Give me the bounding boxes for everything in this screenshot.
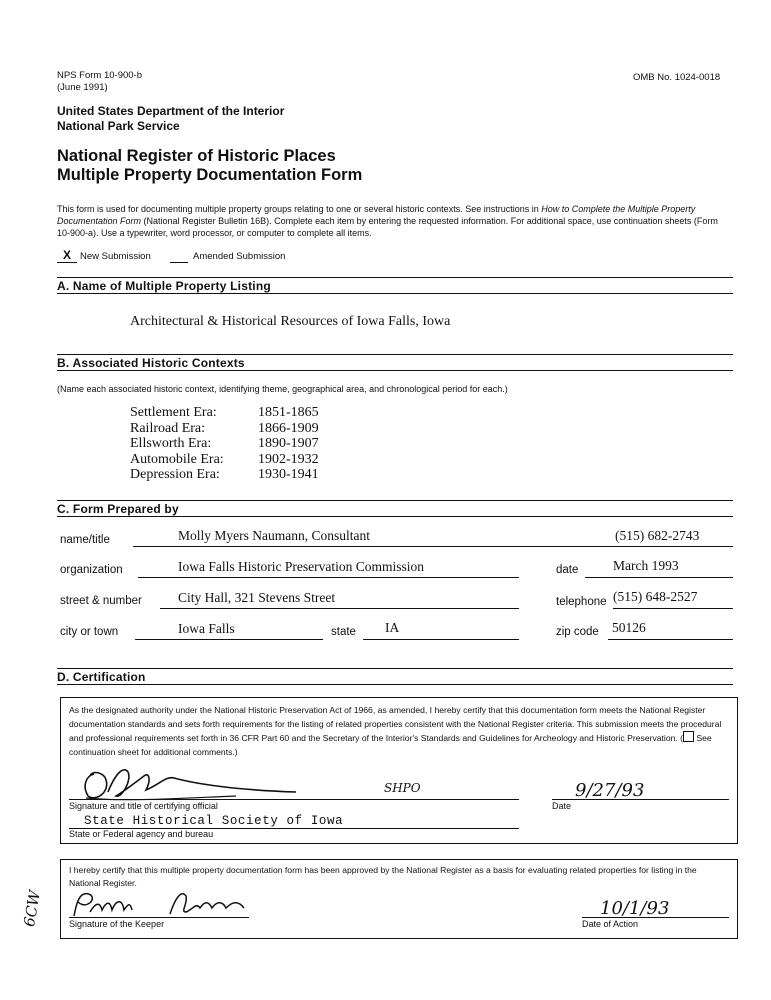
city-town-field[interactable]: Iowa Falls: [178, 621, 235, 636]
city-town-label: city or town: [60, 626, 119, 638]
new-submission-label: New Submission: [80, 251, 151, 262]
organization-underline: [138, 577, 519, 578]
context-period: 1890-1907: [258, 436, 319, 451]
street-number-underline: [160, 608, 519, 609]
context-row: [130, 405, 319, 421]
context-period: 1930-1941: [258, 467, 319, 482]
context-row: [130, 436, 319, 452]
state-label: state: [331, 626, 356, 638]
service: National Park Service: [57, 119, 180, 133]
keeper-signature-underline: [69, 917, 249, 918]
historic-contexts-list: [130, 405, 319, 483]
section-b-top-rule: [57, 354, 733, 355]
certification-text-b: See continuation sheet for additional comments.): [69, 733, 712, 757]
multiple-property-listing-name: Architectural & Historical Resources of Iowa Falls, Iowa: [130, 314, 451, 329]
context-name: Automobile Era:: [130, 451, 224, 467]
keeper-certification-text: I hereby certify that this multiple property documentation form has been approved by the National Register as a basis for evaluating related properties for listing in the National Register.: [69, 865, 697, 888]
instructions-text-1: This form is used for documenting multiple property groups relating to one or several historic contexts. See instructions in: [57, 204, 542, 214]
name-phone-field[interactable]: (515) 682-2743: [615, 528, 700, 543]
form-title-line2: Multiple Property Documentation Form: [57, 166, 363, 184]
instructions: [57, 203, 733, 239]
telephone-field[interactable]: (515) 648-2527: [613, 589, 698, 604]
agency-field[interactable]: State Historical Society of Iowa: [84, 814, 344, 828]
context-name: Ellsworth Era:: [130, 436, 212, 451]
amended-submission-checkbox[interactable]: [170, 262, 188, 263]
amended-submission-label: Amended Submission: [193, 251, 286, 262]
section-d-top-rule: [57, 668, 733, 669]
street-number-label: street & number: [60, 595, 142, 607]
context-period: 1851-1865: [258, 405, 319, 420]
state-field[interactable]: IA: [385, 620, 400, 635]
name-title-label: name/title: [60, 534, 110, 546]
form-number: NPS Form 10-900-b: [57, 70, 143, 81]
form-title-line1: National Register of Historic Places: [57, 147, 336, 165]
keeper-signature-label: Signature of the Keeper: [69, 919, 165, 929]
date-field[interactable]: March 1993: [613, 558, 679, 573]
city-town-underline: [135, 639, 323, 640]
continuation-checkbox[interactable]: [683, 731, 694, 742]
organization-label: organization: [60, 564, 123, 576]
organization-field[interactable]: Iowa Falls Historic Preservation Commission: [178, 559, 424, 574]
state-underline: [363, 639, 519, 640]
action-date-underline: [582, 917, 729, 918]
section-b-bottom-rule: [57, 370, 733, 371]
handwritten-action-date: 10/1/93: [600, 898, 670, 919]
section-c-bottom-rule: [57, 516, 733, 517]
signature-label: Signature and title of certifying official: [69, 801, 218, 811]
context-period: 1866-1909: [258, 420, 319, 436]
section-d-heading: D. Certification: [57, 670, 146, 684]
agency-label: State or Federal agency and bureau: [69, 829, 214, 839]
context-period: 1902-1932: [258, 451, 319, 467]
context-name: Settlement Era:: [130, 405, 217, 420]
name-title-field[interactable]: Molly Myers Naumann, Consultant: [178, 528, 370, 543]
omb-number: OMB No. 1024-0018: [633, 72, 721, 83]
context-row: [130, 421, 319, 437]
form-date: (June 1991): [57, 82, 108, 93]
certification-text: [69, 704, 729, 759]
section-a-bottom-rule: [57, 293, 733, 294]
street-number-field[interactable]: City Hall, 321 Stevens Street: [178, 590, 336, 605]
zip-code-label: zip code: [556, 626, 599, 638]
instructions-text-2: (National Register Bulletin 16B). Complete each item by entering the requested information. For additional space, use continuation sheets (Form 10-900-a). Use a typewriter, word processor, or computer to complete all items.: [57, 216, 718, 238]
telephone-label: telephone: [556, 596, 607, 608]
handwritten-certification-date: 9/27/93: [575, 780, 645, 801]
section-c-top-rule: [57, 500, 733, 501]
certification-date-label: Date: [552, 801, 572, 811]
certification-date-underline: [552, 799, 729, 800]
signature-underline: [69, 799, 519, 800]
handwritten-official-title: SHPO: [384, 781, 421, 795]
section-a-top-rule: [57, 277, 733, 278]
department: United States Department of the Interior: [57, 104, 285, 118]
margin-handwritten-note: 6CW: [20, 889, 45, 929]
zip-code-underline: [608, 639, 733, 640]
section-a-heading: A. Name of Multiple Property Listing: [57, 279, 271, 293]
instructions-bulletin-title: How to Complete the Multiple Property Documentation Form: [57, 204, 696, 226]
section-b-instruction: (Name each associated historic context, identifying theme, geographical area, and chronological period for each.): [57, 384, 508, 394]
telephone-underline: [613, 608, 733, 609]
context-name: Depression Era:: [130, 467, 220, 482]
date-label: date: [556, 564, 579, 576]
section-c-heading: C. Form Prepared by: [57, 502, 179, 516]
context-row: [130, 452, 319, 468]
name-title-underline: [133, 546, 733, 547]
certification-text-a: As the designated authority under the National Historic Preservation Act of 1966, as amended, I hereby certify that this documentation form meets the National Register documentation standards and sets forth requirements for the listing of related properties consistent with the National Register criteria. This submission meets the procedural and professional requirements set forth in 36 CFR Part 60 and the Secretary of the Interior's Standards and Guidelines for Archeology and Historic Preservation. (: [69, 705, 722, 743]
context-name: Railroad Era:: [130, 420, 206, 436]
zip-code-field[interactable]: 50126: [612, 620, 646, 635]
action-date-label: Date of Action: [582, 919, 639, 929]
section-b-heading: B. Associated Historic Contexts: [57, 356, 245, 370]
date-underline: [585, 577, 733, 578]
section-d-bottom-rule: [57, 684, 733, 685]
context-row: [130, 467, 319, 483]
new-submission-checkbox[interactable]: X: [57, 249, 77, 263]
